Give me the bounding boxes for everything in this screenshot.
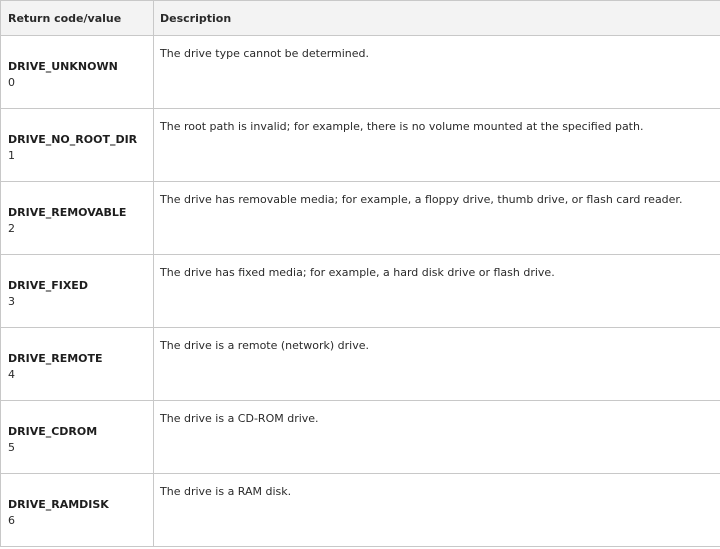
return-code-name: DRIVE_REMOTE (8, 352, 103, 365)
table-body (1, 36, 720, 547)
description-cell: The drive is a remote (network) drive. (154, 328, 720, 401)
return-code-value: 4 (8, 368, 15, 381)
return-code-name: DRIVE_NO_ROOT_DIR (8, 133, 138, 146)
code-cell (1, 255, 154, 328)
description-cell: The drive is a CD-ROM drive. (154, 401, 720, 474)
return-code-value: 0 (8, 76, 15, 89)
header-description: Description (154, 1, 720, 36)
description-cell: The drive type cannot be determined. (154, 36, 720, 109)
table-row (1, 182, 720, 255)
header-row (1, 1, 720, 36)
return-code-value: 1 (8, 149, 15, 162)
code-cell (1, 401, 154, 474)
return-code-name: DRIVE_FIXED (8, 279, 88, 292)
code-cell (1, 109, 154, 182)
code-cell (1, 36, 154, 109)
header-return-code: Return code/value (1, 1, 154, 36)
return-code-name: DRIVE_UNKNOWN (8, 60, 118, 73)
description-cell: The drive has removable media; for example, a floppy drive, thumb drive, or flash card reader. (154, 182, 720, 255)
return-code-name: DRIVE_REMOVABLE (8, 206, 127, 219)
return-code-name: DRIVE_CDROM (8, 425, 98, 438)
table-row (1, 474, 720, 547)
return-code-value: 3 (8, 295, 15, 308)
return-code-value: 2 (8, 222, 15, 235)
table-row (1, 109, 720, 182)
table-row (1, 328, 720, 401)
return-code-name: DRIVE_RAMDISK (8, 498, 109, 511)
code-cell (1, 328, 154, 401)
description-cell: The drive is a RAM disk. (154, 474, 720, 547)
return-code-value: 6 (8, 514, 15, 527)
return-code-value: 5 (8, 441, 15, 454)
table-header (1, 1, 720, 36)
description-cell: The root path is invalid; for example, there is no volume mounted at the specified path. (154, 109, 720, 182)
code-cell (1, 182, 154, 255)
table-row (1, 401, 720, 474)
description-cell: The drive has fixed media; for example, a hard disk drive or flash drive. (154, 255, 720, 328)
table-row (1, 36, 720, 109)
table-row (1, 255, 720, 328)
code-cell (1, 474, 154, 547)
